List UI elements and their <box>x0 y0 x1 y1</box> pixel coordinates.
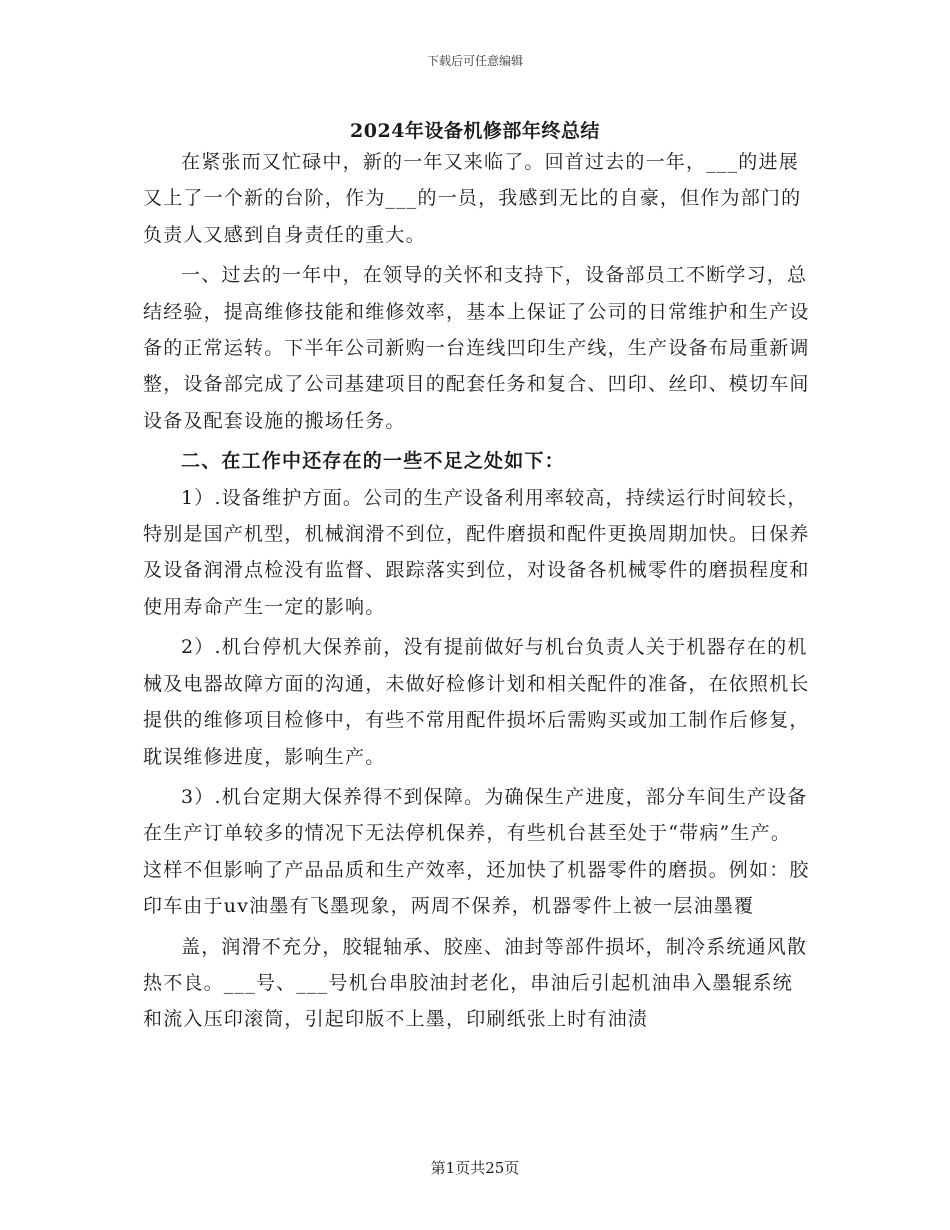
document-body <box>143 144 811 1038</box>
paragraph-item-1: 1）.设备维护方面。公司的生产设备利用率较高，持续运行时间较长，特别是国产机型，机械润滑不到位，配件磨损和配件更换周期加快。日保养及设备润滑点检没有监督、跟踪落实到位，对设备各机械零件的磨损程度和使用寿命产生一定的影响。 <box>143 486 810 618</box>
page-number: 第1页共25页 <box>430 1159 520 1177</box>
paragraph-item-3: 3）.机台定期大保养得不到保障。为确保生产进度，部分车间生产设备在生产订单较多的情况下无法停机保养，有些机台甚至处于“带病”生产。这样不但影响了产品品质和生产效率，还加快了机器零件的磨损。例如：胶印车由于uv油墨有飞墨现象，两周不保养，机器零件上被一层油墨覆 <box>143 785 810 918</box>
section-heading-shortcomings: 二、在工作中还存在的一些不足之处如下： <box>181 450 565 473</box>
document-title: 2024年设备机修部年终总结 <box>350 120 600 142</box>
paragraph-intro: 在紧张而又忙碌中，新的一年又来临了。回首过去的一年，___的进展又上了一个新的台阶，作为___的一员，我感到无比的自豪，但作为部门的负责人又感到自身责任的重大。 <box>143 151 802 246</box>
paragraph-item-2: 2）.机台停机大保养前，没有提前做好与机台负责人关于机器存在的机械及电器故障方面的沟通，未做好检修计划和相关配件的准备，在依照机长提供的维修项目检修中，有些不常用配件损坏后需购买或加工制作后修复，耽误维修进度，影响生产。 <box>143 636 810 768</box>
paragraph-continuation: 盖，润滑不充分，胶辊轴承、胶座、油封等部件损坏，制冷系统通风散热不良。___号、___号机台串胶油封老化，串油后引起机油串入墨辊系统和流入压印滚筒，引起印版不上墨，印刷纸张上时有油渍 <box>143 935 808 1031</box>
page-header-note: 下载后可任意编辑 <box>426 54 523 68</box>
paragraph-section-one: 一、过去的一年中，在领导的关怀和支持下，设备部员工不断学习，总结经验，提高维修技能和维修效率，基本上保证了公司的日常维护和生产设备的正常运转。下半年公司新购一台连线凹印生产线，生产设备布局重新调整，设备部完成了公司基建项目的配套任务和复合、凹印、丝印、模切车间设备及配套设施的搬场任务。 <box>143 264 810 432</box>
